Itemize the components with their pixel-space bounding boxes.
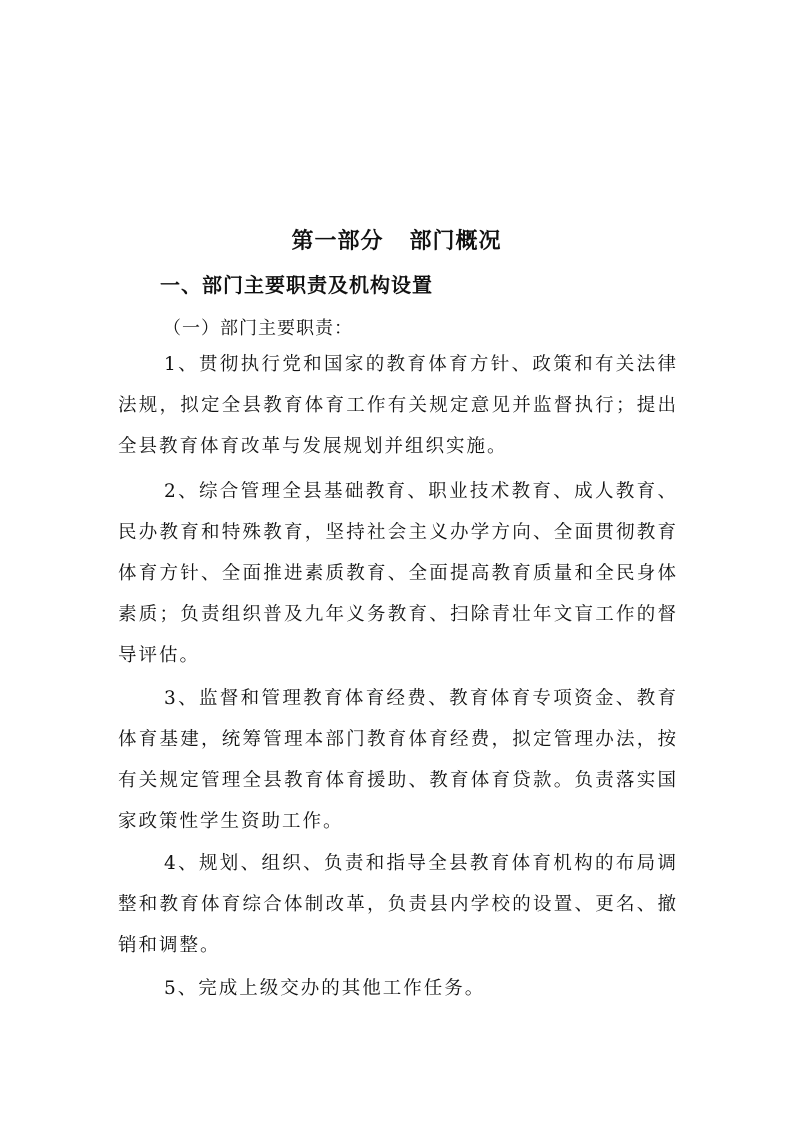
paragraph-4: 4、规划、组织、负责和指导全县教育体育机构的布局调整和教育体育综合体制改革，负责县内学校的设置、更名、撤销和调整。: [118, 853, 678, 956]
paragraph-1: 1、贯彻执行党和国家的教育体育方针、政策和有关法律法规，拟定全县教育体育工作有关规定意见并监督执行；提出全县教育体育改革与发展规划并组织实施。: [118, 354, 678, 457]
paragraph-3: 3、监督和管理教育体育经费、教育体育专项资金、教育体育基建，统筹管理本部门教育体育经费，拟定管理办法，按有关规定管理全县教育体育援助、教育体育贷款。负责落实国家政策性学生资助工作。: [118, 688, 678, 832]
page-title: 第一部分 部门概况: [291, 229, 502, 254]
section-heading: 一、部门主要职责及机构设置: [160, 273, 433, 297]
subheading: （一）部门主要职责：: [163, 318, 353, 339]
paragraph-5: 5、完成上级交办的其他工作任务。: [164, 978, 486, 999]
paragraph-2: 2、综合管理全县基础教育、职业技术教育、成人教育、民办教育和特殊教育，坚持社会主义办学方向、全面贯彻教育体育方针、全面推进素质教育、全面提高教育质量和全民身体素质；负责组织普及九年义务教育、扫除青壮年文盲工作的督导评估。: [118, 481, 678, 666]
